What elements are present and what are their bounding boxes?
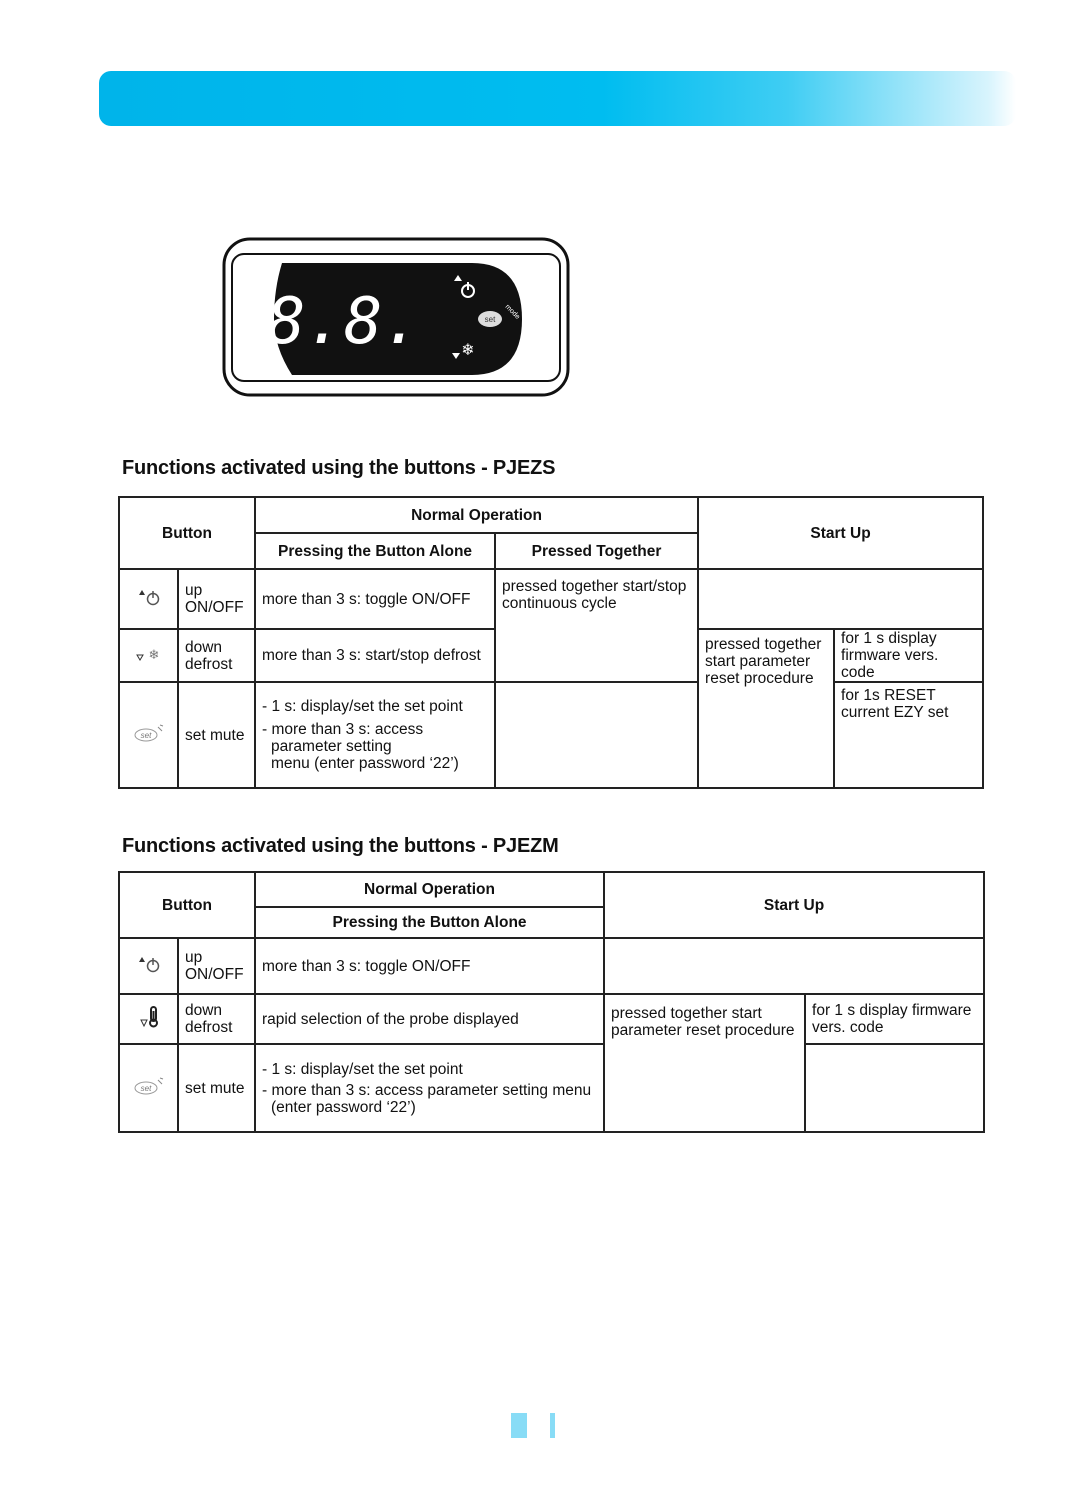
together-action: pressed together start/stop continuous cycle (495, 569, 698, 682)
up-alone-action: more than 3 s: toggle ON/OFF (255, 569, 495, 629)
header-normal-operation: Normal Operation (255, 497, 698, 533)
startup-down-action: for 1 s display firmware vers. code (834, 629, 983, 682)
startup-empty-cell (698, 569, 983, 629)
svg-text:❄: ❄ (148, 647, 159, 663)
startup-together-action: pressed together start parameter reset procedure (698, 629, 834, 788)
up-on-off-icon (119, 569, 178, 629)
down-alone-action: more than 3 s: start/stop defrost (255, 629, 495, 682)
set-together-empty (495, 682, 698, 788)
down-alone-action: rapid selection of the probe displayed (255, 994, 604, 1044)
page-marker-bar (550, 1413, 555, 1438)
pjezm-section-title: Functions activated using the buttons - PJEZM (122, 835, 559, 857)
startup-together-action: pressed together start parameter reset procedure (604, 994, 805, 1132)
pjezm-functions-table (118, 871, 985, 1133)
button-label-set: set mute (178, 682, 255, 788)
svg-text:❄: ❄ (461, 340, 475, 359)
up-alone-action: more than 3 s: toggle ON/OFF (255, 938, 604, 994)
header-normal-operation: Normal Operation (255, 872, 604, 907)
button-label-set: set mute (178, 1044, 255, 1132)
header-banner (99, 71, 1016, 126)
set-alone-action: - 1 s: display/set the set point - more than 3 s: access parameter setting menu (enter password ‘22’) (255, 682, 495, 788)
up-on-off-icon (119, 938, 178, 994)
set-mute-icon (119, 1044, 178, 1132)
header-pressed-together: Pressed Together (495, 533, 698, 569)
down-defrost-icon (119, 629, 178, 682)
pjezs-functions-table (118, 496, 984, 789)
pjezs-section-title: Functions activated using the buttons - PJEZS (122, 457, 556, 479)
svg-text:mode: mode (503, 303, 521, 321)
svg-text:set: set (484, 315, 496, 324)
header-start-up: Start Up (698, 497, 983, 569)
svg-text:set: set (140, 1084, 151, 1093)
header-button: Button (119, 497, 255, 569)
button-label-up: up ON/OFF (178, 569, 255, 629)
display-digits: 8.8. (266, 285, 422, 359)
controller-device-illustration (222, 237, 570, 397)
button-label-down: down defrost (178, 629, 255, 682)
startup-set-empty (805, 1044, 984, 1132)
button-label-up: up ON/OFF (178, 938, 255, 994)
page-marker-block (511, 1413, 527, 1438)
set-mute-icon (119, 682, 178, 788)
header-pressing-alone: Pressing the Button Alone (255, 907, 604, 938)
svg-text:set: set (140, 731, 151, 740)
header-button: Button (119, 872, 255, 938)
down-probe-icon (119, 994, 178, 1044)
header-pressing-alone: Pressing the Button Alone (255, 533, 495, 569)
startup-down-action: for 1 s display firmware vers. code (805, 994, 984, 1044)
set-alone-action: - 1 s: display/set the set point - more than 3 s: access parameter setting menu (enter password ‘22’) (255, 1044, 604, 1132)
header-start-up: Start Up (604, 872, 984, 938)
startup-empty-cell (604, 938, 984, 994)
startup-set-action: for 1s RESET current EZY set (834, 682, 983, 788)
button-label-down: down defrost (178, 994, 255, 1044)
